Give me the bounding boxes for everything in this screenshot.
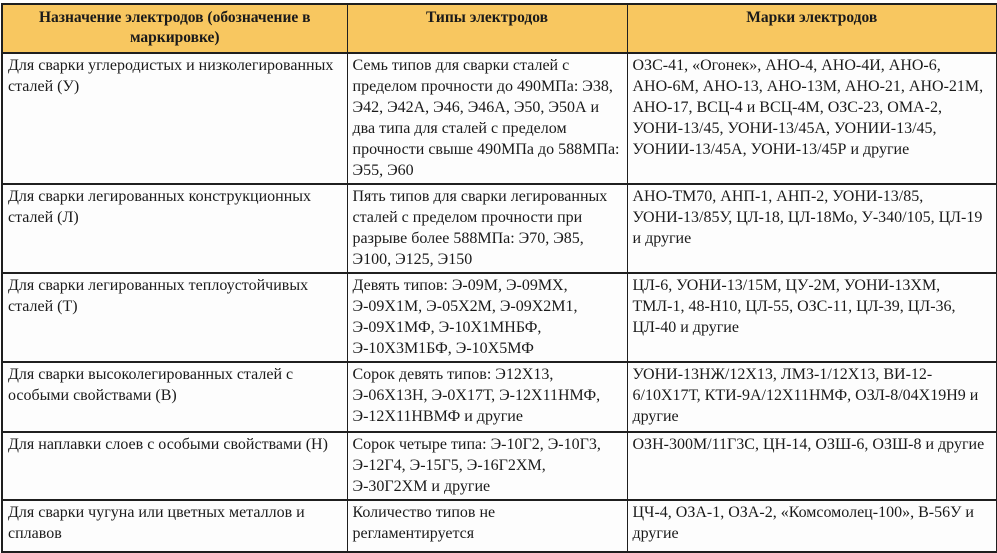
column-header-types: Типы электродов (347, 4, 627, 53)
table-row (2, 273, 997, 362)
table-body (2, 53, 997, 552)
cell-types: Девять типов: Э-09М, Э-09МХ, Э-09Х1М, Э-05Х2М, Э-09Х2М1, Э-09Х1МФ, Э-10Х1МНБФ, Э-10Х3М1БФ, Э-10Х5МФ (347, 273, 627, 362)
table-header (2, 4, 997, 53)
cell-purpose: Для наплавки слоев с особыми свойствами (Н) (2, 432, 347, 500)
column-header-brands: Марки электродов (627, 4, 997, 53)
table-row (2, 432, 997, 500)
cell-types: Пять типов для сварки легированных сталей с пределом прочности при разрыве более 588МПа: Э70, Э85, Э100, Э125, Э150 (347, 184, 627, 273)
table-row (2, 184, 997, 273)
cell-brands: ЦЧ-4, ОЗА-1, ОЗА-2, «Комсомолец-100», В-56У и другие (627, 500, 997, 552)
table-row (2, 362, 997, 432)
cell-brands: ОЗН-300М/11Г3С, ЦН-14, ОЗШ-6, ОЗШ-8 и другие (627, 432, 997, 500)
table-row (2, 500, 997, 552)
cell-types: Сорок девять типов: Э12Х13, Э-06Х13Н, Э-0Х17Т, Э-12Х11НМФ, Э-12Х11НВМФ и другие (347, 362, 627, 432)
cell-purpose: Для сварки углеродистых и низколегированных сталей (У) (2, 53, 347, 184)
cell-brands: АНО-ТМ70, АНП-1, АНП-2, УОНИ-13/85, УОНИ-13/85У, ЦЛ-18, ЦЛ-18Мо, У-340/105, ЦЛ-19 и другие (627, 184, 997, 273)
table-row (2, 53, 997, 184)
electrode-reference-table (1, 3, 997, 553)
cell-purpose: Для сварки легированных теплоустойчивых сталей (Т) (2, 273, 347, 362)
cell-brands: ОЗС-41, «Огонек», АНО-4, АНО-4И, АНО-6, АНО-6М, АНО-13, АНО-13М, АНО-21, АНО-21М, АНО-17, ВСЦ-4 и ВСЦ-4М, ОЗС-23, ОМА-2, УОНИ-13/45, УОНИ-13/45А, УОНИИ-13/45, УОНИИ-13/45А, УОНИ-13/45Р и другие (627, 53, 997, 184)
cell-purpose: Для сварки чугуна или цветных металлов и сплавов (2, 500, 347, 552)
cell-types: Количество типов не регламентируется (347, 500, 627, 552)
cell-types: Сорок четыре типа: Э-10Г2, Э-10Г3, Э-12Г4, Э-15Г5, Э-16Г2ХМ, Э-30Г2ХМ и другие (347, 432, 627, 500)
cell-purpose: Для сварки легированных конструкционных сталей (Л) (2, 184, 347, 273)
column-header-purpose: Назначение электродов (обозначение в маркировке) (2, 4, 347, 53)
header-row (2, 4, 997, 53)
cell-brands: ЦЛ-6, УОНИ-13/15М, ЦУ-2М, УОНИ-13ХМ, ТМЛ-1, 48-Н10, ЦЛ-55, ОЗС-11, ЦЛ-39, ЦЛ-36, ЦЛ-40 и другие (627, 273, 997, 362)
cell-purpose: Для сварки высоколегированных сталей с особыми свойствами (В) (2, 362, 347, 432)
cell-types: Семь типов для сварки сталей с пределом прочности до 490МПа: Э38, Э42, Э42А, Э46, Э46А, Э50, Э50А и два типа для сталей с пределом прочности свыше 490МПа до 588МПа: Э55, Э60 (347, 53, 627, 184)
cell-brands: УОНИ-13НЖ/12Х13, ЛМЗ-1/12Х13, ВИ-12-6/10Х17Т, КТИ-9А/12Х11НМФ, ОЗЛ-8/04Х19Н9 и другие (627, 362, 997, 432)
